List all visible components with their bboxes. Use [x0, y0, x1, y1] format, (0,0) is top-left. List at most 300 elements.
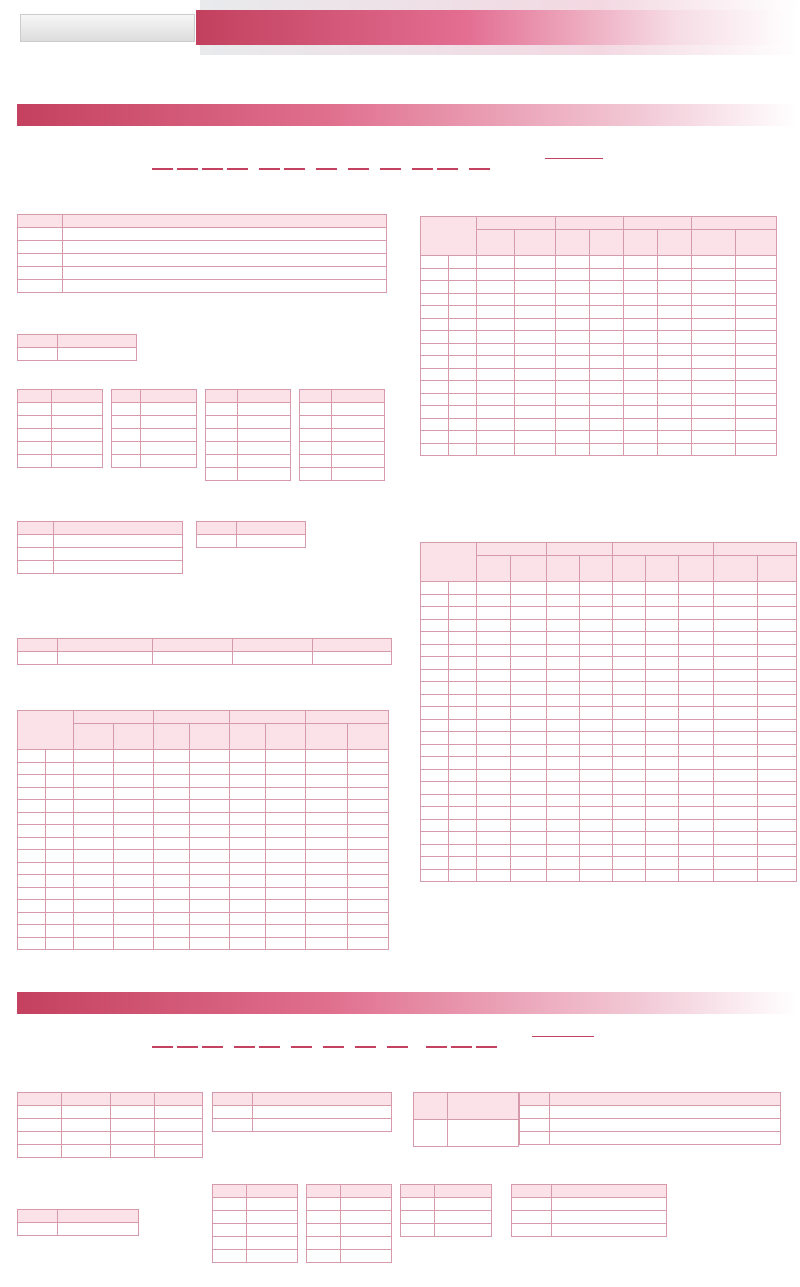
table-row [512, 1224, 667, 1237]
table-cell [511, 782, 547, 795]
model-char [348, 146, 369, 170]
table-cell [300, 455, 332, 468]
row-symbol [449, 356, 477, 369]
row-symbol [449, 807, 477, 820]
table-row [512, 1198, 667, 1211]
table-cell [679, 794, 714, 807]
table-cell [613, 669, 646, 682]
table-cell [74, 812, 114, 825]
table-cell [154, 762, 190, 775]
table-row [421, 619, 797, 632]
table-header [154, 724, 190, 750]
row-symbol [421, 343, 449, 356]
row-symbol [449, 619, 477, 632]
table-cell [547, 594, 580, 607]
table-cell [580, 769, 613, 782]
table-header [58, 639, 153, 652]
table-cell [624, 256, 658, 269]
group-header [154, 711, 230, 724]
table-cell [646, 644, 679, 657]
driver-series-table [17, 1209, 139, 1236]
table-cell [401, 1224, 435, 1237]
table-cell [154, 775, 190, 788]
table-header [58, 1210, 139, 1223]
table-cell [74, 937, 114, 950]
table-header [477, 230, 515, 256]
table-cell [624, 393, 658, 406]
table-cell [658, 443, 692, 456]
table-cell [511, 794, 547, 807]
table-cell [18, 535, 54, 548]
table-cell [658, 431, 692, 444]
table-cell [477, 256, 515, 269]
table-cell [266, 900, 306, 913]
supply-table [511, 1184, 667, 1237]
table-row [300, 455, 385, 468]
table-row [401, 1211, 492, 1224]
table-row [18, 900, 389, 913]
table-row [18, 1132, 203, 1145]
table-cell [590, 418, 624, 431]
table-row [421, 819, 797, 832]
table-cell [306, 800, 348, 813]
table-cell [580, 819, 613, 832]
row-symbol [18, 862, 46, 875]
table-cell [646, 794, 679, 807]
table-header [547, 556, 580, 582]
table-header [512, 1185, 552, 1198]
table-cell [613, 807, 646, 820]
table-cell [306, 750, 348, 763]
table-cell [341, 1237, 392, 1250]
table-cell [613, 632, 646, 645]
table-cell [580, 794, 613, 807]
row-symbol [449, 844, 477, 857]
table-cell [341, 1211, 392, 1224]
group-header [306, 711, 389, 724]
table-cell [306, 762, 348, 775]
table-cell [230, 762, 266, 775]
table-cell [112, 455, 141, 468]
table-cell [679, 619, 714, 632]
table-cell [477, 807, 511, 820]
table-cell [253, 1106, 392, 1119]
table-cell [18, 548, 54, 561]
table-cell [348, 925, 389, 938]
table-row [197, 535, 306, 548]
row-symbol [18, 912, 46, 925]
table-cell [511, 869, 547, 882]
table-row [206, 403, 291, 416]
table-row [18, 775, 389, 788]
table-cell [646, 819, 679, 832]
series-table [17, 334, 137, 361]
row-symbol [46, 937, 74, 950]
table-cell [63, 254, 387, 267]
table-cell [580, 582, 613, 595]
table-cell [547, 607, 580, 620]
table-row [421, 669, 797, 682]
table-row [421, 657, 797, 670]
table-cell [114, 787, 154, 800]
table-cell [679, 769, 714, 782]
table-cell [63, 267, 387, 280]
table-header [552, 1185, 667, 1198]
table-row [18, 925, 389, 938]
table-cell [692, 343, 736, 356]
table-cell [646, 707, 679, 720]
table-cell [679, 594, 714, 607]
table-cell [550, 1119, 781, 1132]
row-symbol [421, 393, 449, 406]
table-cell [580, 832, 613, 845]
table-cell [266, 762, 306, 775]
table-cell [556, 306, 590, 319]
row-symbol [449, 431, 477, 444]
table-cell [306, 937, 348, 950]
table-cell [197, 535, 237, 548]
table-header [435, 1185, 492, 1198]
table-cell [190, 912, 230, 925]
row-symbol [421, 807, 449, 820]
table-cell [266, 750, 306, 763]
table-cell [556, 356, 590, 369]
table-row [421, 769, 797, 782]
table-row [18, 254, 387, 267]
table-cell [547, 632, 580, 645]
table-cell [547, 782, 580, 795]
table-cell [646, 807, 679, 820]
table-cell [613, 857, 646, 870]
table-cell [511, 844, 547, 857]
table-cell [52, 416, 103, 429]
table-row [18, 429, 103, 442]
table-cell [74, 875, 114, 888]
table-cell [590, 306, 624, 319]
model-char [387, 1024, 408, 1048]
table-cell [230, 837, 266, 850]
table-cell [550, 1106, 781, 1119]
table-cell [679, 582, 714, 595]
row-symbol [421, 281, 449, 294]
table-cell [477, 306, 515, 319]
table-cell [692, 443, 736, 456]
table-cell [590, 431, 624, 444]
table-cell [646, 732, 679, 745]
table-cell [758, 757, 797, 770]
table-cell [511, 694, 547, 707]
table-cell [736, 418, 777, 431]
table-cell [552, 1211, 667, 1224]
table-cell [556, 393, 590, 406]
model-char [291, 1024, 312, 1048]
table-cell [306, 925, 348, 938]
table-row [18, 825, 389, 838]
table-cell [646, 632, 679, 645]
table-cell [348, 775, 389, 788]
table-cell [714, 582, 758, 595]
row-symbol [449, 644, 477, 657]
table-cell [736, 393, 777, 406]
table-row [421, 794, 797, 807]
table-cell [547, 819, 580, 832]
table-cell [758, 844, 797, 857]
table-cell [692, 418, 736, 431]
table-cell [190, 750, 230, 763]
table-cell [332, 429, 385, 442]
table-header [18, 522, 54, 535]
table-cell [307, 1237, 341, 1250]
table-cell [62, 1119, 111, 1132]
table-cell [511, 807, 547, 820]
function-table [519, 1092, 781, 1145]
table-cell [580, 607, 613, 620]
row-symbol [449, 594, 477, 607]
table-cell [658, 306, 692, 319]
table-cell [556, 418, 590, 431]
row-symbol [18, 837, 46, 850]
table-cell [306, 787, 348, 800]
table-cell [477, 268, 515, 281]
table-cell [54, 561, 183, 574]
table-cell [477, 607, 511, 620]
table-cell [306, 837, 348, 850]
table-row [300, 468, 385, 481]
table-cell [547, 832, 580, 845]
table-cell [266, 937, 306, 950]
table-cell [515, 343, 556, 356]
table-cell [477, 682, 511, 695]
table-cell [679, 807, 714, 820]
table-cell [306, 887, 348, 900]
table-cell [714, 669, 758, 682]
row-symbol [449, 381, 477, 394]
row-symbol [449, 268, 477, 281]
table-header [692, 230, 736, 256]
row-symbol [449, 368, 477, 381]
table-row [18, 535, 183, 548]
table-cell [74, 762, 114, 775]
table-cell [679, 844, 714, 857]
table-cell [692, 268, 736, 281]
table-row [421, 443, 777, 456]
table-cell [547, 757, 580, 770]
model-char [380, 146, 401, 170]
table-cell [613, 719, 646, 732]
table-row [18, 812, 389, 825]
table-cell [477, 582, 511, 595]
table-cell [658, 393, 692, 406]
table-cell [547, 694, 580, 707]
table-cell [556, 343, 590, 356]
table-row [421, 682, 797, 695]
table-row [18, 762, 389, 775]
table-header [421, 543, 477, 582]
table-header [237, 522, 306, 535]
table-cell [714, 607, 758, 620]
table-header [153, 639, 233, 652]
table-cell [332, 442, 385, 455]
row-symbol [46, 775, 74, 788]
table-cell [154, 887, 190, 900]
table-cell [679, 694, 714, 707]
leader-line [532, 1036, 594, 1037]
table-cell [580, 857, 613, 870]
row-symbol [46, 912, 74, 925]
table-cell [679, 819, 714, 832]
table-cell [477, 869, 511, 882]
model-char [316, 146, 337, 170]
table-cell [714, 682, 758, 695]
table-header [74, 724, 114, 750]
table-cell [477, 819, 511, 832]
table-cell [213, 1224, 247, 1237]
table-cell [477, 757, 511, 770]
table-row [307, 1237, 392, 1250]
table-cell [515, 381, 556, 394]
table-cell [190, 850, 230, 863]
row-symbol [421, 418, 449, 431]
table-row [18, 750, 389, 763]
table-header [477, 556, 511, 582]
table-cell [692, 281, 736, 294]
table-cell [213, 1237, 247, 1250]
table-cell [237, 535, 306, 548]
table-cell [74, 912, 114, 925]
row-symbol [449, 281, 477, 294]
table-cell [624, 331, 658, 344]
table-cell [477, 281, 515, 294]
power-table-1 [17, 389, 103, 468]
table-header [155, 1093, 203, 1106]
table-row [213, 1250, 298, 1263]
table-cell [348, 812, 389, 825]
table-cell [348, 800, 389, 813]
table-row [421, 256, 777, 269]
table-cell [511, 594, 547, 607]
table-cell [74, 775, 114, 788]
table-cell [515, 306, 556, 319]
table-cell [348, 862, 389, 875]
table-header [613, 556, 646, 582]
table-cell [54, 548, 183, 561]
table-cell [556, 293, 590, 306]
table-cell [556, 331, 590, 344]
table-row [112, 442, 197, 455]
table-cell [613, 844, 646, 857]
table-header [758, 556, 797, 582]
table-cell [74, 862, 114, 875]
table-row [300, 403, 385, 416]
table-cell [758, 632, 797, 645]
table-cell [758, 682, 797, 695]
table-cell [580, 657, 613, 670]
table-cell [758, 619, 797, 632]
table-row [512, 1211, 667, 1224]
table-cell [74, 900, 114, 913]
table-cell [154, 787, 190, 800]
model-char [476, 1024, 497, 1048]
model-char [284, 146, 305, 170]
row-symbol [449, 832, 477, 845]
table-cell [74, 787, 114, 800]
table-cell [154, 750, 190, 763]
table-cell [190, 925, 230, 938]
table-cell [190, 812, 230, 825]
table-cell [511, 619, 547, 632]
table-cell [646, 719, 679, 732]
table-cell [477, 418, 515, 431]
table-cell [736, 281, 777, 294]
table-row [421, 268, 777, 281]
table-row [18, 455, 103, 468]
table-header [550, 1093, 781, 1106]
table-header [590, 230, 624, 256]
table-cell [18, 442, 52, 455]
table-cell [18, 348, 58, 361]
table-cell [307, 1211, 341, 1224]
row-symbol [18, 900, 46, 913]
table-cell [714, 594, 758, 607]
table-cell [190, 762, 230, 775]
table-row [421, 757, 797, 770]
model-char [202, 1024, 223, 1048]
table-row [401, 1198, 492, 1211]
table-cell [266, 775, 306, 788]
table-row [414, 1120, 519, 1147]
table-cell [253, 1119, 392, 1132]
table-cell [266, 862, 306, 875]
safety-table [212, 1092, 392, 1132]
table-cell [512, 1224, 552, 1237]
table-cell [114, 800, 154, 813]
table-header [624, 230, 658, 256]
table-cell [758, 807, 797, 820]
table-row [421, 807, 797, 820]
table-row [206, 442, 291, 455]
table-cell [111, 1132, 155, 1145]
table-row [18, 548, 183, 561]
table-cell [114, 837, 154, 850]
table-cell [590, 293, 624, 306]
structure-ip67-table [17, 710, 389, 950]
table-cell [63, 280, 387, 293]
table-cell [58, 348, 137, 361]
table-cell [613, 819, 646, 832]
current-table-3 [400, 1184, 492, 1237]
row-symbol [46, 800, 74, 813]
table-row [18, 228, 387, 241]
table-cell [300, 442, 332, 455]
table-cell [332, 468, 385, 481]
table-cell [679, 732, 714, 745]
table-cell [714, 794, 758, 807]
table-cell [401, 1198, 435, 1211]
table-header [266, 724, 306, 750]
table-cell [658, 331, 692, 344]
table-cell [714, 769, 758, 782]
table-row [421, 719, 797, 732]
table-row [421, 832, 797, 845]
table-row [112, 429, 197, 442]
table-cell [624, 431, 658, 444]
table-header [658, 230, 692, 256]
group-header [714, 543, 797, 556]
table-cell [547, 657, 580, 670]
table-cell [511, 732, 547, 745]
table-header [238, 390, 291, 403]
table-cell [646, 757, 679, 770]
